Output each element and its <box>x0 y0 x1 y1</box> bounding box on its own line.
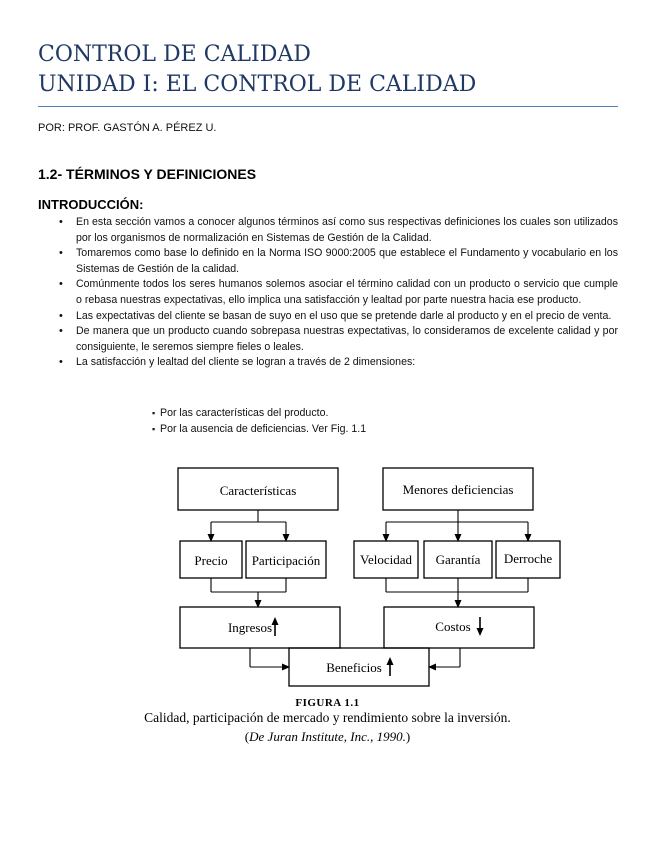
label-costos: Costos <box>435 619 471 634</box>
label-menores-deficiencias: Menores deficiencias <box>402 482 514 497</box>
arrow-up-icon <box>387 657 394 676</box>
list-item: • La satisfacción y lealtad del cliente se logran a través de 2 dimensiones: <box>56 355 618 371</box>
figure-source: (De Juran Institute, Inc., 1990.) <box>244 729 411 744</box>
label-garantia: Garantía <box>435 552 481 567</box>
sub-list-item: ▪ Por las características del producto. <box>152 406 366 422</box>
title-line-2: UNIDAD I: EL CONTROL DE CALIDAD <box>38 72 477 97</box>
list-item: • En esta sección vamos a conocer algunos términos así como sus respectivas definiciones los cuales son utilizados por los organismos de normalización en Sistemas de Gestión de la Calidad. <box>56 215 618 246</box>
label-beneficios: Beneficios <box>326 660 382 675</box>
arrow-up-icon <box>272 617 279 636</box>
connector-lines <box>211 510 528 667</box>
list-item: • Comúnmente todos los seres humanos solemos asociar el término calidad con un producto o servicio que cumple o rebasa nuestras expectativas, ello implica una satisfacción y lealtad por parte nuestra hacia ese producto. <box>56 277 618 308</box>
figure-number: FIGURA 1.1 <box>295 697 360 709</box>
list-item: • Tomaremos como base lo definido en la Norma ISO 9000:2005 que establece el Fundamento y vocabulario en los Sistemas de Gestión de la calidad. <box>56 246 618 277</box>
label-caracteristicas: Características <box>219 483 297 498</box>
label-ingresos: Ingresos <box>227 620 273 635</box>
section-heading: 1.2- TÉRMINOS Y DEFINICIONES <box>38 166 257 182</box>
label-precio: Precio <box>194 553 228 568</box>
list-item: • Las expectativas del cliente se basan de suyo en el uso que se pretende darle al producto y en el precio de venta. <box>56 309 618 325</box>
figure-source-text: De Juran Institute, Inc., 1990. <box>249 729 406 744</box>
arrow-down-icon <box>477 617 484 636</box>
figure-caption: Calidad, participación de mercado y rendimiento sobre la inversión. <box>144 710 511 725</box>
label-derroche: Derroche <box>503 551 553 566</box>
title-line-1: CONTROL DE CALIDAD <box>38 42 311 67</box>
label-velocidad: Velocidad <box>360 552 412 567</box>
list-item: • De manera que un producto cuando sobrepasa nuestras expectativas, lo consideramos de excelente calidad y por consiguiente, le seremos siempre fieles o leales. <box>56 324 618 355</box>
sub-list-item: ▪ Por la ausencia de deficiencias. Ver Fig. 1.1 <box>152 422 366 438</box>
label-participacion: Participación <box>251 553 321 568</box>
intro-heading: INTRODUCCIÓN: <box>38 197 144 212</box>
author-line: POR: PROF. GASTÓN A. PÉREZ U. <box>38 122 217 134</box>
